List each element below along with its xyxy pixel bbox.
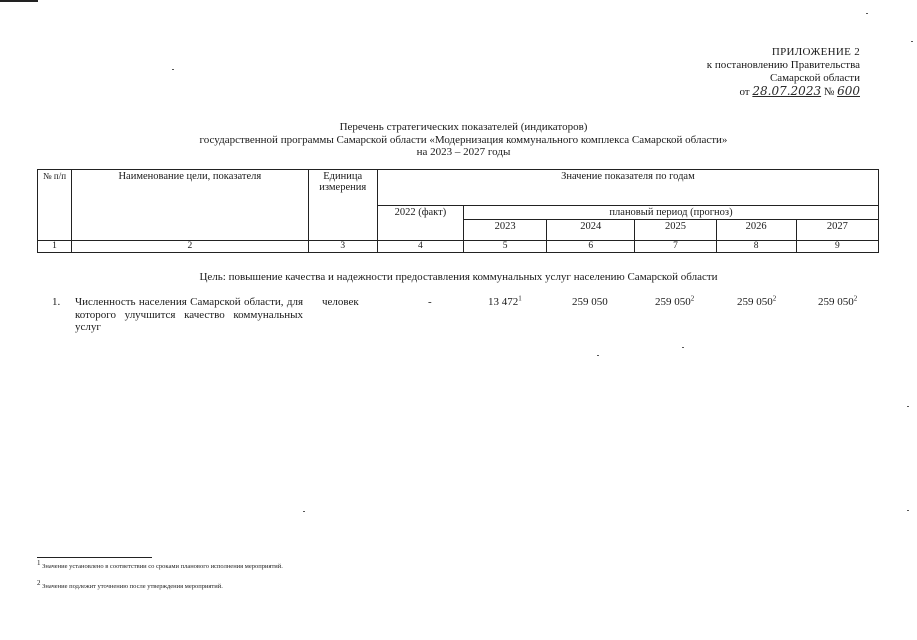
annex-line: Самарской области bbox=[769, 72, 860, 84]
annex-line: к постановлению Правительства bbox=[706, 59, 860, 71]
column-number: 7 bbox=[635, 241, 716, 253]
row-fact-value: - bbox=[428, 296, 432, 308]
handwritten-number: 600 bbox=[837, 84, 860, 98]
footnote bbox=[37, 579, 223, 591]
handwritten-date: 28.07.2023 bbox=[752, 84, 822, 98]
footnote-ref: 2 bbox=[772, 294, 777, 303]
title-line: Перечень стратегических показателей (индикаторов) bbox=[339, 121, 588, 133]
scan-speck bbox=[303, 511, 305, 512]
column-number: 4 bbox=[377, 241, 463, 253]
scan-edge-mark bbox=[0, 0, 38, 2]
row-number: 1. bbox=[52, 296, 61, 308]
column-number: 2 bbox=[72, 241, 309, 253]
footnote-ref: 2 bbox=[853, 294, 858, 303]
annex-title: ПРИЛОЖЕНИЕ 2 bbox=[771, 46, 860, 58]
row-value-2023 bbox=[488, 296, 522, 309]
value: 259 050 bbox=[655, 296, 691, 308]
header-year: 2027 bbox=[796, 220, 878, 241]
value: 13 472 bbox=[488, 296, 519, 308]
scan-speck bbox=[907, 510, 909, 511]
header-year: 2025 bbox=[635, 220, 716, 241]
footnote-text: Значение подлежит уточнению после утверждения мероприятий. bbox=[42, 583, 223, 591]
document-title bbox=[0, 121, 917, 159]
title-line: государственной программы Самарской области «Модернизация коммунального комплекса Самарской области» bbox=[199, 133, 728, 146]
row-unit: человек bbox=[322, 296, 359, 308]
column-number: 9 bbox=[796, 241, 878, 253]
row-indicator-name: Численность населения Самарской области, для которого улучшится качество коммунальных услуг bbox=[75, 296, 303, 333]
date-prefix: от bbox=[739, 86, 750, 98]
row-value-2026 bbox=[737, 296, 776, 309]
header-fact: 2022 (факт) bbox=[377, 206, 463, 241]
annex-block bbox=[707, 46, 860, 99]
annex-date-line bbox=[707, 85, 860, 99]
column-number: 1 bbox=[38, 241, 72, 253]
scan-speck bbox=[172, 69, 174, 70]
row-value-2025 bbox=[655, 296, 694, 309]
indicators-table bbox=[37, 169, 879, 253]
footnote-ref: 2 bbox=[690, 294, 695, 303]
column-number: 6 bbox=[547, 241, 635, 253]
column-number: 3 bbox=[308, 241, 377, 253]
value: 259 050 bbox=[818, 296, 854, 308]
column-number: 8 bbox=[716, 241, 796, 253]
footnote-mark: 2 bbox=[37, 579, 41, 587]
footnote-text: Значение установлено в соответствии со сроками планового исполнения мероприятий. bbox=[42, 563, 283, 571]
scan-speck bbox=[866, 13, 868, 14]
footnote bbox=[37, 559, 283, 571]
scan-speck bbox=[597, 355, 599, 356]
header-unit: Единица измерения bbox=[308, 170, 377, 241]
row-value-2027 bbox=[818, 296, 857, 309]
scan-speck bbox=[911, 41, 913, 42]
header-plan-group: плановый период (прогноз) bbox=[464, 206, 879, 220]
header-name: Наименование цели, показателя bbox=[72, 170, 309, 241]
title-line: на 2023 – 2027 годы bbox=[416, 146, 511, 158]
header-num: № п/п bbox=[38, 170, 72, 241]
footnote-ref: 1 bbox=[518, 294, 522, 303]
footnote-mark: 1 bbox=[37, 559, 41, 567]
scan-speck bbox=[907, 406, 909, 407]
header-year: 2023 bbox=[464, 220, 547, 241]
header-year: 2026 bbox=[716, 220, 796, 241]
header-year: 2024 bbox=[547, 220, 635, 241]
row-value-2024: 259 050 bbox=[572, 296, 608, 308]
goal-heading: Цель: повышение качества и надежности предоставления коммунальных услуг населению Самарской области bbox=[199, 271, 718, 283]
footnote-separator bbox=[37, 557, 152, 558]
number-prefix: № bbox=[823, 86, 835, 98]
scan-speck bbox=[682, 347, 684, 348]
header-values-group: Значение показателя по годам bbox=[377, 170, 878, 206]
value: 259 050 bbox=[737, 296, 773, 308]
column-number: 5 bbox=[464, 241, 547, 253]
